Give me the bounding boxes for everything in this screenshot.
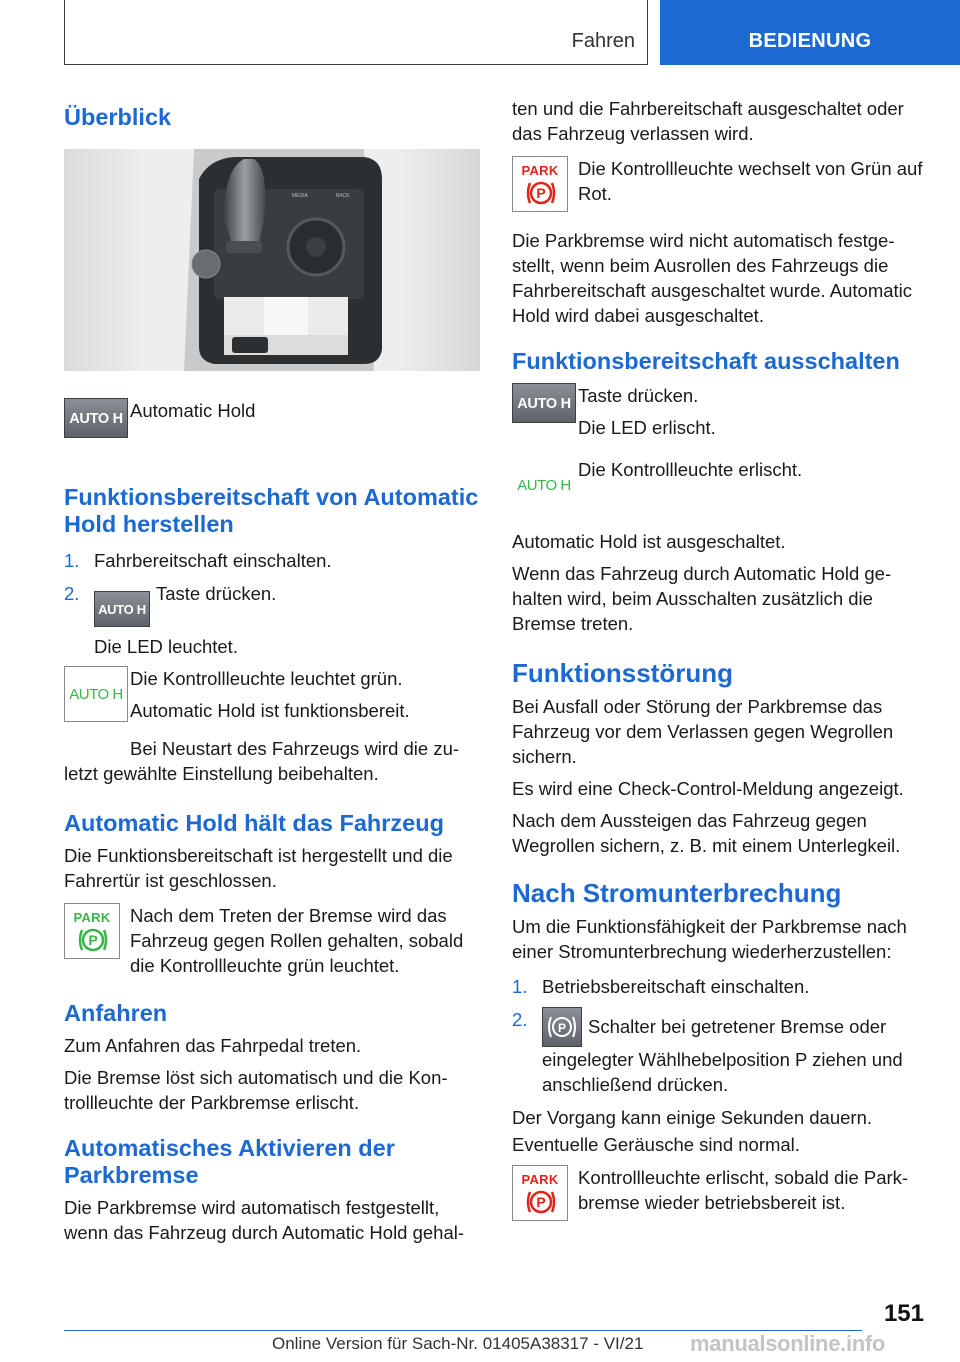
continued-text: ten und die Fahrbereitschaft ausgeschaltet oder das Fahrzeug verlassen wird. — [512, 98, 904, 144]
auto-h-caption-row — [64, 398, 482, 462]
gear-console-photo — [64, 149, 480, 371]
step-text: Schalter bei getretener Bremse oder eingelegter Wählhebelposition P ziehen und anschließend drücken. — [542, 1016, 903, 1095]
park-red-off-row — [512, 1165, 930, 1229]
ready-text: Automatic Hold ist funktionsbereit. — [130, 700, 410, 721]
heading-switch-off: Funktionsbereitschaft ausschalten — [512, 348, 900, 374]
heading-startoff: Anfahren — [64, 1000, 168, 1026]
parking-brake-switch-icon — [542, 1007, 582, 1047]
park-red-row — [512, 156, 930, 220]
duration-text: Der Vorgang kann einige Sekunden dauern. — [512, 1107, 872, 1128]
auto-h-press-row — [512, 383, 930, 447]
footer-online-version: Online Version für Sach-Nr. 01405A38317 - VI/21 — [272, 1334, 644, 1353]
indicator-off-text: Die Kontrollleuchte erlischt. — [578, 459, 803, 480]
list-number: 2. — [64, 583, 80, 604]
list-item — [512, 974, 930, 999]
list-number: 1. — [512, 976, 528, 997]
autopark-text: Die Parkbremse wird automatisch festgestellt, wenn das Fahrzeug durch Automatic Hold gehal- — [64, 1197, 465, 1243]
not-auto-text: Die Parkbremse wird nicht automatisch festgestellt, wenn beim Ausrollen des Fahrzeugs die Fahrbereitschaft ausgeschaltet wurde. Automatic Hold wird dabei ausgeschaltet. — [512, 230, 913, 326]
list-item — [512, 1007, 930, 1097]
svg-text:BACK: BACK — [336, 193, 350, 199]
park-indicator-green-icon: PARK P — [64, 903, 120, 959]
fault-text-3: Nach dem Aussteigen das Fahrzeug gegen Wegrollen sichern, z. B. mit einem Unterlegkeil. — [512, 810, 901, 856]
svg-text:P: P — [557, 1021, 567, 1035]
heading-holds: Automatic Hold hält das Fahrzeug — [64, 810, 444, 836]
svg-text:P: P — [536, 185, 546, 201]
press-text: Taste drücken. — [578, 385, 699, 406]
noises-text: Eventuelle Geräusche sind normal. — [512, 1134, 800, 1155]
svg-text:MEDIA: MEDIA — [292, 193, 308, 199]
holds-text: Die Funktionsbereitschaft ist hergestellt und die Fahrertür ist geschlossen. — [64, 845, 453, 891]
left-column — [64, 96, 482, 1252]
header-frame — [64, 0, 648, 65]
list-item — [64, 581, 482, 659]
heading-power-interruption: Nach Stromunterbrechung — [512, 878, 842, 908]
led-off-text: Die LED erlischt. — [578, 417, 716, 438]
right-column — [512, 96, 930, 1237]
step-text: Betriebsbereitschaft einschalten. — [542, 976, 810, 997]
auto-h-indicator-green-icon: AUTO H — [64, 666, 128, 722]
park-indicator-red-icon: PARK P — [512, 1165, 568, 1221]
svg-text:P: P — [536, 1194, 546, 1210]
heading-fault: Funktionsstörung — [512, 658, 733, 688]
park-green-row — [64, 903, 482, 978]
green-to-red-text: Die Kontrollleuchte wechselt von Grün auf Rot. — [578, 158, 923, 204]
auto-h-button-icon: AUTO H — [64, 398, 128, 438]
startoff-text-1: Zum Anfahren das Fahrpedal treten. — [64, 1035, 362, 1056]
svg-text:P: P — [88, 932, 98, 948]
led-on-text: Die LED leuchtet. — [94, 636, 238, 657]
photo-caption: Automatic Hold — [130, 400, 256, 421]
fault-text-2: Es wird eine Check-Control-Meldung angezeigt. — [512, 778, 904, 799]
page-number: 151 — [883, 1300, 924, 1327]
ah-off-hold-text: Wenn das Fahrzeug durch Automatic Hold gehalten wird, beim Ausschalten zusätzlich die Bremse treten. — [512, 563, 892, 634]
list-item — [64, 548, 482, 573]
list-number: 1. — [64, 550, 80, 571]
auto-h-indicator-icon: AUTO H — [512, 457, 576, 513]
park-off-text: Kontrollleuchte erlischt, sobald die Parkbremse wieder betriebsbereit ist. — [578, 1167, 909, 1213]
park-indicator-red-icon: PARK P — [512, 156, 568, 212]
header-section-title: Fahren — [571, 30, 635, 52]
brake-hold-text: Nach dem Treten der Bremse wird das Fahrzeug gegen Rollen gehalten, sobald die Kontrollleuchte grün leuchtet. — [130, 905, 464, 976]
ah-off-text: Automatic Hold ist ausgeschaltet. — [512, 531, 786, 552]
header-chapter-tab[interactable]: BEDIENUNG — [660, 0, 960, 65]
watermark: manualsonline.info — [690, 1331, 886, 1356]
list-number: 2. — [512, 1009, 528, 1030]
indicator-green-row — [64, 666, 482, 730]
auto-h-button-icon: AUTO H — [512, 383, 576, 423]
indicator-off-row — [512, 457, 930, 521]
step-text: Fahrbereitschaft einschalten. — [94, 550, 332, 571]
auto-h-button-icon: AUTO H — [94, 591, 150, 627]
indicator-green-text: Die Kontrollleuchte leuchtet grün. — [130, 668, 403, 689]
restart-text: Bei Neustart des Fahrzeugs wird die zuletzt gewählte Einstellung beibehalten. — [64, 738, 460, 784]
fault-text-1: Bei Ausfall oder Störung der Parkbremse das Fahrzeug vor dem Verlassen gegen Wegrollen sichern. — [512, 696, 894, 767]
heading-autopark: Automatisches Aktivieren der Parkbremse — [64, 1135, 395, 1188]
heading-establish: Funktionsbereitschaft von Automatic Hold herstellen — [64, 484, 479, 537]
power-text: Um die Funktionsfähigkeit der Parkbremse nach einer Stromunterbrechung wiederherzustellen: — [512, 916, 907, 962]
startoff-text-2: Die Bremse löst sich automatisch und die Kontrollleuchte der Parkbremse erlischt. — [64, 1067, 448, 1113]
heading-overview: Überblick — [64, 104, 172, 130]
step-text: Taste drücken. — [156, 583, 277, 604]
